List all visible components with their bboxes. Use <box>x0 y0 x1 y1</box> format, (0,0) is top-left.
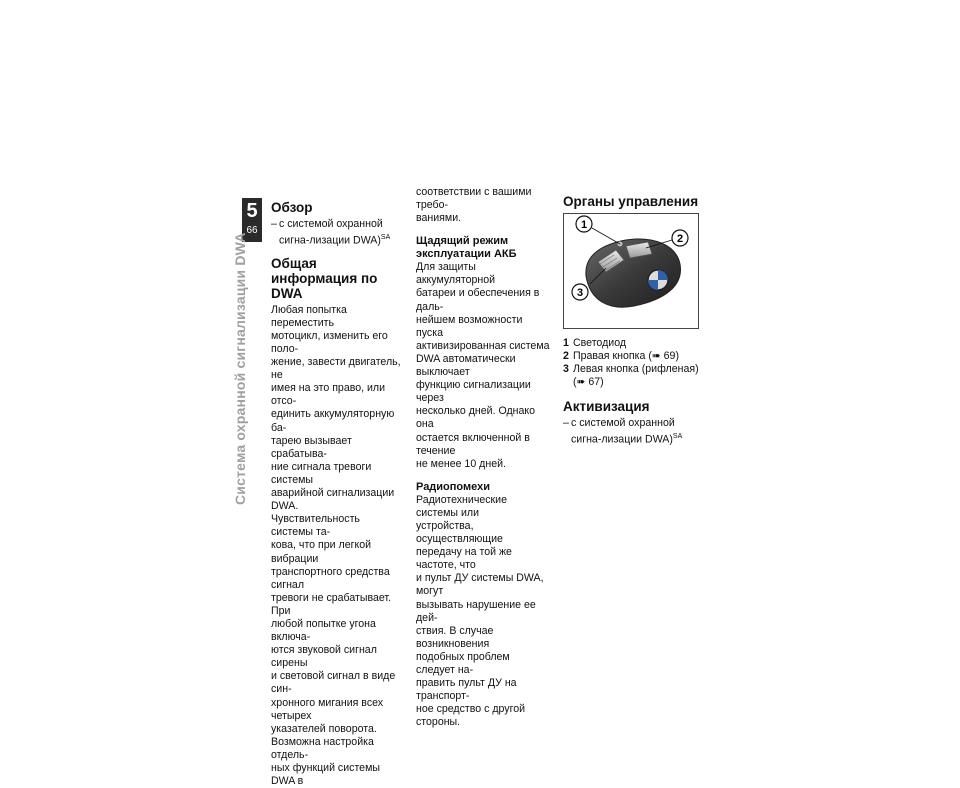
sa-superscript: SA <box>380 234 391 242</box>
text-line: Для защиты аккумуляторной <box>416 261 496 287</box>
text-line: имея на это право, или отсо- <box>271 382 386 408</box>
text-line: мотоцикл, изменить его поло- <box>271 329 388 355</box>
text-line: передачу на той же частоте, что <box>416 546 512 572</box>
text-line: не менее 10 дней. <box>416 457 506 470</box>
text-line: ных функций системы DWA в <box>271 762 380 788</box>
callout-1-label: 1 <box>580 219 588 231</box>
overview-item <box>271 218 403 248</box>
activation-text: с системой охранной сигна-лизации DWA)$^{SA}$ <box>571 417 683 446</box>
text-line: ние сигнала тревоги системы <box>271 460 372 486</box>
dash-mark: – <box>271 218 277 230</box>
radio-interference-body <box>416 494 550 730</box>
sa-superscript: SA <box>672 433 683 441</box>
text-line: любой попытке угона включа- <box>271 617 376 644</box>
heading-general-info: Общая информация по DWA <box>271 255 378 301</box>
text-line: ное средство с другой стороны. <box>416 703 526 729</box>
general-info-body <box>271 304 403 788</box>
text-line: хронного мигания всех четырех <box>271 696 384 722</box>
heading-battery-save: Щадящий режим эксплуатации АКБ <box>416 235 517 261</box>
figure-legend <box>563 337 699 389</box>
text-line: Чувствительность системы та- <box>271 513 360 539</box>
text-line: и пульт ДУ системы DWA, могут <box>416 572 544 598</box>
text-line: соответствии с вашими требо- <box>416 186 532 212</box>
column-3 <box>563 194 699 453</box>
activation-item <box>563 417 699 447</box>
text-line: остается включенной в течение <box>416 431 530 457</box>
text-line: вызывать нарушение ее дей- <box>416 598 536 624</box>
heading-overview: Обзор <box>271 200 313 215</box>
page-reference[interactable]: (➠ 69) <box>648 350 679 363</box>
text-line: указателей поворота. <box>271 722 377 735</box>
text-line: DWA автоматически выключает <box>416 352 516 379</box>
legend-item: 3 Левая кнопка (рифленая) (➠ 67) <box>563 363 699 389</box>
chapter-number: 5 <box>246 200 258 222</box>
callout-2-label: 2 <box>676 233 684 245</box>
battery-save-body <box>416 261 550 471</box>
text-line: тарею вызывает срабатыва- <box>271 434 352 460</box>
text-line: аварийной сигнализации DWA. <box>271 487 395 513</box>
legend-item: 1 Светодиод <box>563 337 627 349</box>
text-line: Любая попытка переместить <box>271 303 347 329</box>
text-line: жение, завести двигатель, не <box>271 356 401 382</box>
heading-controls: Органы управления <box>563 194 699 209</box>
heading-activation: Активизация <box>563 399 650 415</box>
dash-mark: – <box>563 417 569 430</box>
key-fob-icon <box>564 214 698 328</box>
column-2 <box>416 186 550 729</box>
text-line: подобных проблем следует на- <box>416 650 510 676</box>
text-line: Возможна настройка отдель- <box>271 735 374 761</box>
text-line: нейшем возможности пуска <box>416 313 523 339</box>
text-line: править пульт ДУ на транспорт- <box>416 677 517 703</box>
side-chapter-title: Система охранной сигнализации DWA <box>232 232 248 505</box>
text-line: кова, что при легкой вибрации <box>271 539 372 565</box>
text-line: единить аккумуляторную ба- <box>271 408 395 434</box>
callout-3-label: 3 <box>576 287 584 299</box>
text-line: транспортного средства сигнал <box>271 565 390 591</box>
overview-text: с системой охранной сигна-лизации DWA)$^{SA}$ <box>279 218 391 247</box>
column-1 <box>271 200 403 788</box>
page-reference[interactable]: (➠ 67) <box>573 376 604 389</box>
text-line: и световой сигнал в виде син- <box>271 670 396 696</box>
text-line: Радиотехнические системы или <box>416 493 507 519</box>
text-line: ствия. В случае возникновения <box>416 624 494 650</box>
legend-item: 2 Правая кнопка (➠ 69) <box>563 350 679 363</box>
text-line: батареи и обеспечения в даль- <box>416 287 540 313</box>
text-line: ваниями. <box>416 212 462 225</box>
key-fob-figure <box>563 213 699 329</box>
heading-radio-interference: Радиопомехи <box>416 480 490 493</box>
text-line: устройства, осуществляющие <box>416 519 503 546</box>
text-line: функцию сигнализации через <box>416 379 531 405</box>
text-line: активизированная система <box>416 339 550 352</box>
page-number: 66 <box>246 225 258 236</box>
text-line: ются звуковой сигнал сирены <box>271 644 377 670</box>
text-line: несколько дней. Однако она <box>416 405 536 431</box>
text-line: тревоги не срабатывает. При <box>271 591 392 617</box>
